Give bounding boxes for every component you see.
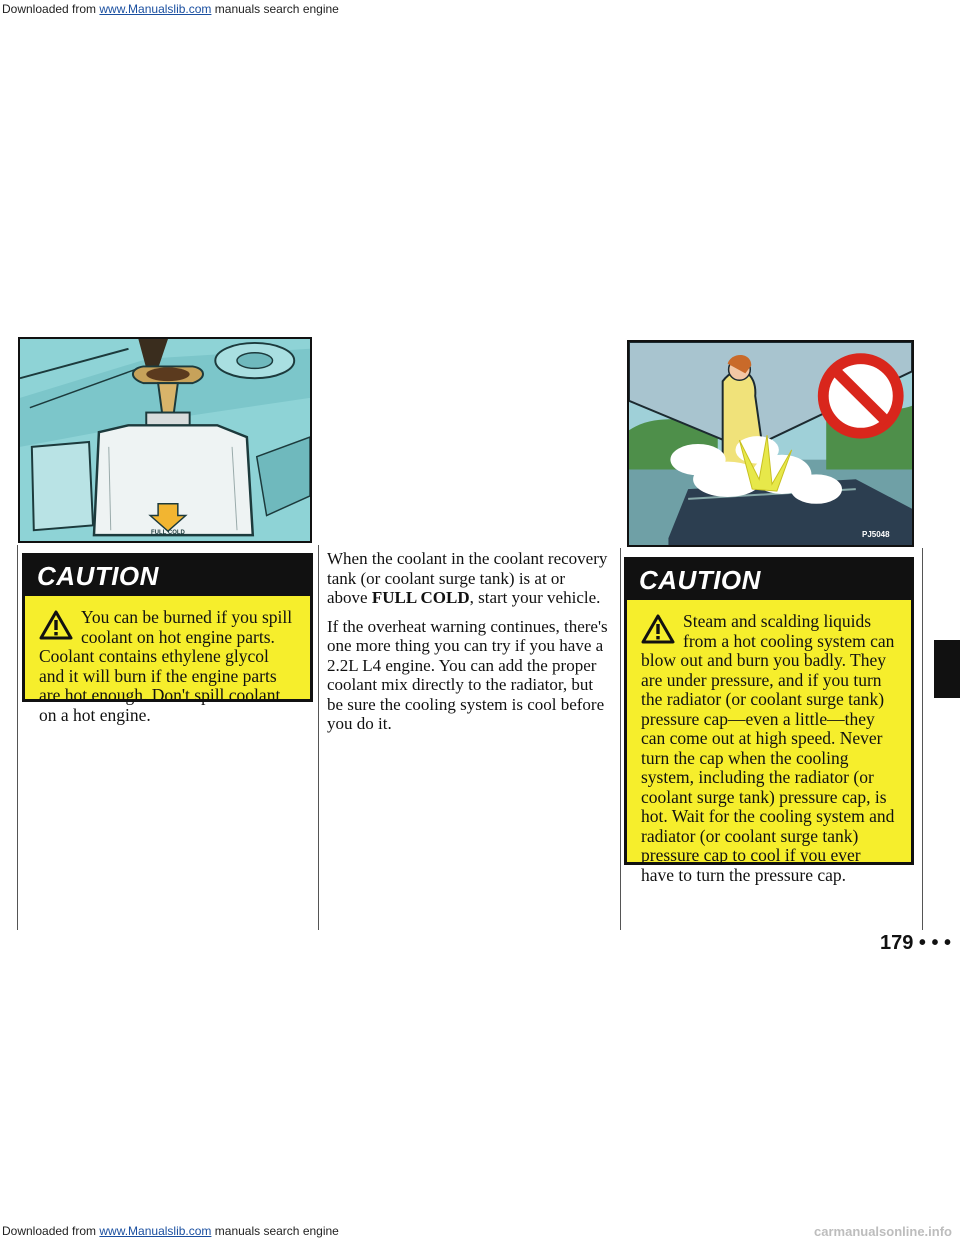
full-cold-marker-label: FULL COLD	[151, 530, 185, 536]
footer-watermark: carmanualsonline.info	[814, 1224, 952, 1239]
right-column-rule-a	[620, 548, 621, 930]
footer-manualslib-link[interactable]: www.Manualslib.com	[99, 1224, 212, 1238]
warning-triangle-icon	[641, 614, 675, 644]
middle-column-rule	[318, 545, 319, 930]
caution-text: Steam and scalding liquids from a hot cooling system can blow out and burn you badly. They are under pressure, and if you turn the radiator (or coolant surge tank) pressure cap—even a little—they can come out at high speed. Never turn the cap when the cooling system, including the radiator (or coolant surge tank) pressure cap, is hot. Wait for the cooling system and radiator (or coolant surge tank) pressure cap to cool if you ever have to turn the pressure cap.	[641, 611, 895, 885]
right-column-rule-b	[922, 548, 923, 930]
p1-text-before: When the coolant in the coolant recovery tank (or coolant surge tank) is at or above	[327, 549, 608, 607]
coolant-tank-illustration	[18, 337, 312, 543]
coolant-instructions	[327, 549, 609, 743]
footer-prefix: Downloaded from	[2, 1224, 100, 1238]
paragraph-full-cold	[327, 549, 609, 608]
download-footer	[0, 1222, 960, 1242]
coolant-tank-drawing	[20, 339, 310, 541]
download-header	[0, 0, 960, 18]
warning-triangle-icon	[39, 610, 73, 640]
footer-source	[2, 1224, 339, 1238]
paragraph-overheat: If the overheat warning continues, there's one more thing you can try if you have a 2.2L L4 engine. You can add the proper coolant mix directly to the radiator, but be sure the cooling system is cool before you do it.	[327, 616, 608, 733]
steam-hazard-illustration	[627, 340, 914, 547]
caution-text: You can be burned if you spill coolant on hot engine parts. Coolant contains ethylene glycol and it will burn if the engine parts are hot enough. Don't spill coolant on a hot engine.	[39, 607, 293, 725]
caution-box-burn	[22, 553, 313, 725]
steam-hazard-drawing	[629, 342, 912, 545]
header-prefix: Downloaded from	[2, 2, 100, 16]
caution-heading: CAUTION	[627, 560, 911, 600]
caution-body	[627, 600, 911, 895]
caution-body	[25, 596, 310, 735]
caution-heading: CAUTION	[25, 556, 310, 596]
illustration-code: PJ5048	[862, 530, 890, 539]
p1-text-after: , start your vehicle.	[469, 588, 601, 607]
section-thumb-tab	[934, 640, 960, 698]
caution-box-steam	[624, 557, 914, 885]
header-manualslib-link[interactable]: www.Manualslib.com	[99, 2, 212, 16]
header-suffix: manuals search engine	[211, 2, 339, 16]
full-cold-term: FULL COLD	[371, 588, 470, 607]
footer-suffix: manuals search engine	[211, 1224, 339, 1238]
page-number: 179 • • •	[880, 932, 952, 954]
left-column-rule	[17, 545, 18, 930]
